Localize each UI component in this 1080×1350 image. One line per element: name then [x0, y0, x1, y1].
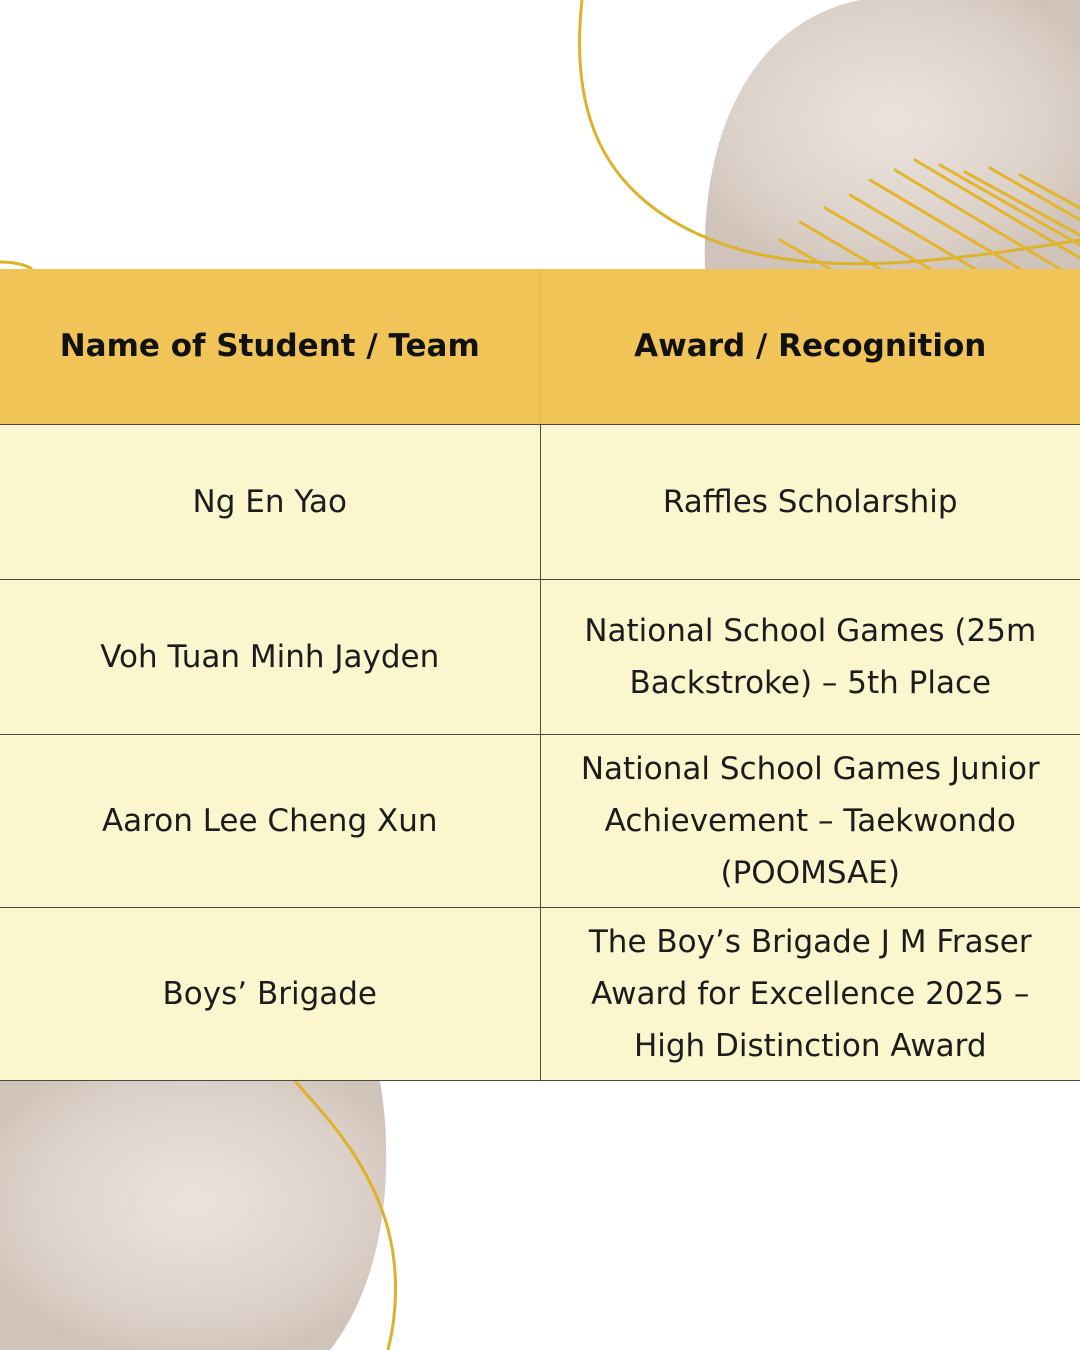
awards-table	[0, 269, 1080, 1081]
award-cell: National School Games Junior Achievement – Taekwondo (POOMSAE)	[540, 734, 1080, 907]
header-award-recognition: Award / Recognition	[540, 269, 1080, 424]
student-name-cell: Voh Tuan Minh Jayden	[0, 579, 540, 734]
gold-brush-strokes	[780, 160, 1080, 269]
header-name-of-student: Name of Student / Team	[0, 269, 540, 424]
table-row	[0, 424, 1080, 579]
student-name-cell: Ng En Yao	[0, 424, 540, 579]
award-cell: National School Games (25m Backstroke) – 5th Place	[540, 579, 1080, 734]
table-row	[0, 734, 1080, 907]
gold-curve-left	[0, 262, 32, 269]
table-row	[0, 907, 1080, 1080]
table-header-row	[0, 269, 1080, 424]
gold-curve-top	[580, 0, 1080, 264]
award-cell: The Boy’s Brigade J M Fraser Award for Excellence 2025 – High Distinction Award	[540, 907, 1080, 1080]
award-cell: Raffles Scholarship	[540, 424, 1080, 579]
stone-shape-top-right	[705, 0, 1080, 269]
student-name-cell: Boys’ Brigade	[0, 907, 540, 1080]
gold-curve-bottom	[295, 1081, 396, 1350]
stone-shape-bottom-left	[0, 1081, 386, 1350]
table-row	[0, 579, 1080, 734]
student-name-cell: Aaron Lee Cheng Xun	[0, 734, 540, 907]
